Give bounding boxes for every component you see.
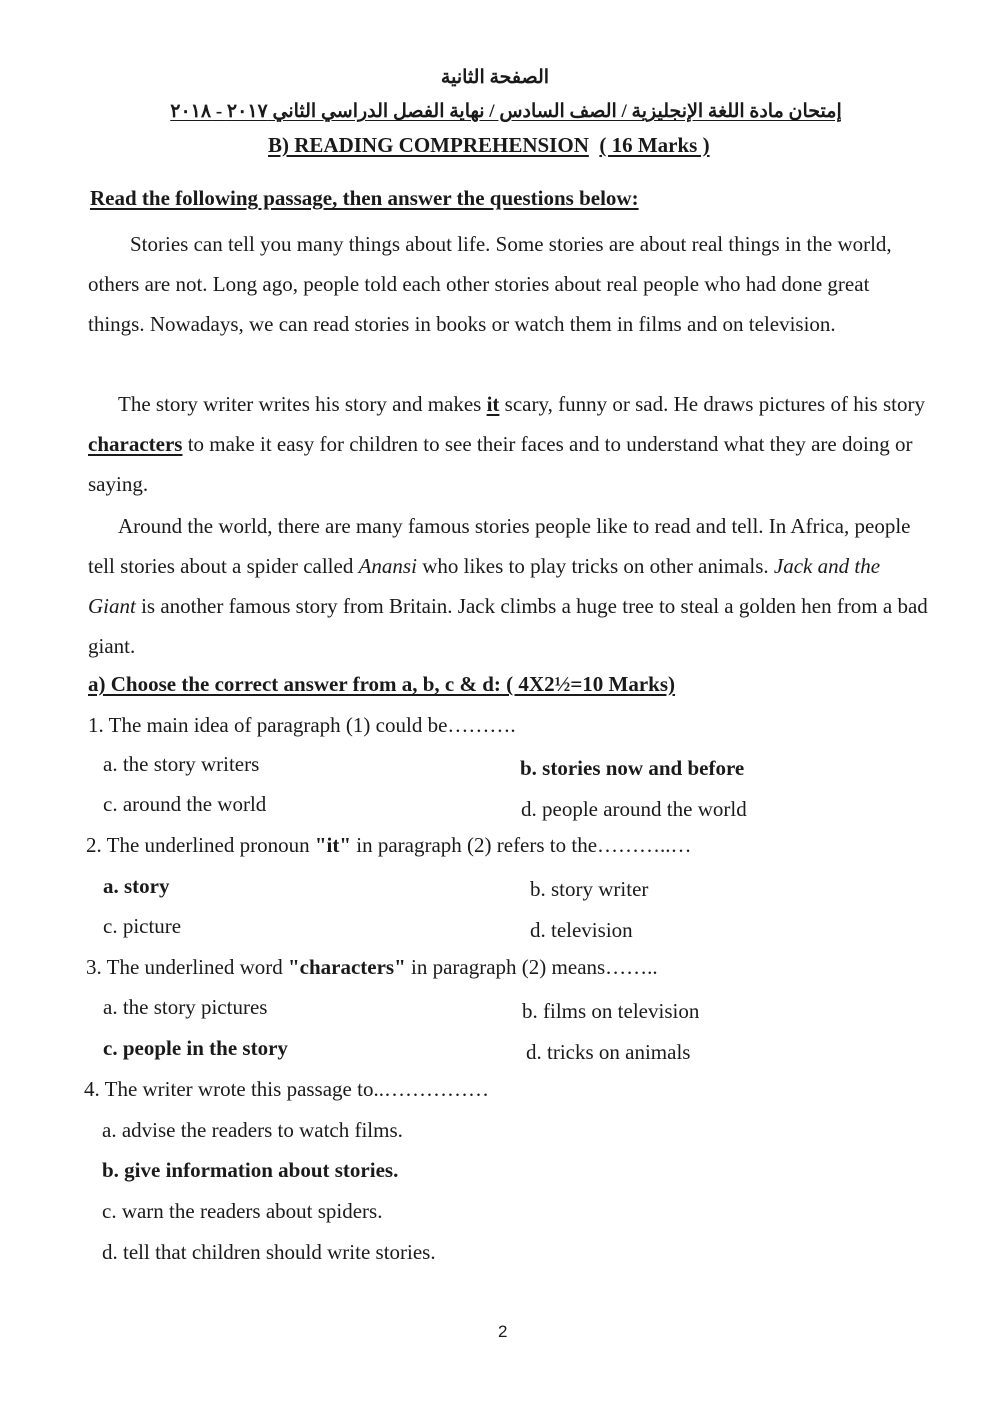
- question-1-stem: 1. The main idea of paragraph (1) could be……….: [88, 713, 516, 737]
- q2-option-d: d. television: [530, 918, 633, 942]
- q2-option-c: c. picture: [103, 914, 182, 938]
- p3-text-b: who likes to play tricks on other animals.: [416, 554, 774, 578]
- anansi-title: Anansi: [358, 554, 417, 578]
- underlined-word-characters: characters: [88, 432, 183, 456]
- q4-option-a: a. advise the readers to watch films.: [102, 1118, 403, 1142]
- exam-title-arabic: إمتحان مادة اللغة الإنجليزية / الصف السادس / نهاية الفصل الدراسي الثاني ٢٠١٧ - ٢٠١٨: [170, 101, 842, 122]
- section-title-text: B) READING COMPREHENSION: [268, 133, 589, 157]
- q2-option-a: a. story: [103, 874, 170, 898]
- q1-option-a: a. the story writers: [103, 752, 260, 776]
- q3-option-d: d. tricks on animals: [526, 1040, 691, 1064]
- page-number: 2: [498, 1322, 508, 1341]
- section-title: [268, 133, 710, 158]
- q2-option-b: b. story writer: [530, 877, 649, 901]
- q3-option-c: c. people in the story: [103, 1036, 288, 1060]
- passage-paragraph-3: [88, 506, 930, 666]
- question-3-stem: [86, 955, 658, 980]
- q2-key: "it": [314, 833, 351, 857]
- q4-option-b: b. give information about stories.: [102, 1158, 399, 1182]
- section-marks: ( 16 Marks ): [599, 133, 710, 157]
- question-4-stem: 4. The writer wrote this passage to..……………: [84, 1077, 489, 1101]
- p2-text-b: scary, funny or sad. He draws pictures of his story: [499, 392, 925, 416]
- q3-stem-a: 3. The underlined word: [86, 955, 288, 979]
- q1-option-b: b. stories now and before: [520, 756, 745, 780]
- q3-option-a: a. the story pictures: [103, 995, 268, 1019]
- q3-key: "characters": [287, 955, 406, 979]
- part-a-title: a) Choose the correct answer from a, b, c & d: ( 4X2½=10 Marks): [88, 672, 676, 696]
- q4-option-d: d. tell that children should write stories.: [102, 1240, 436, 1264]
- q1-option-c: c. around the world: [103, 792, 267, 816]
- q3-option-b: b. films on television: [522, 999, 700, 1023]
- passage-paragraph-2: [88, 384, 930, 504]
- q3-stem-b: in paragraph (2) means……..: [405, 955, 658, 979]
- question-2-stem: [86, 833, 692, 858]
- p3-text-a: Around the world, there are many famous stories people like to read and tell. In Africa, people tell stories about a spider called: [88, 514, 911, 578]
- p2-text-c: to make it easy for children to see their faces and to understand what they are doing or saying.: [88, 432, 913, 496]
- q2-stem-a: 2. The underlined pronoun: [86, 833, 315, 857]
- page-label-arabic: الصفحة الثانية: [440, 67, 550, 88]
- instruction: Read the following passage, then answer the questions below:: [90, 186, 639, 210]
- jack-giant-title: Jack and the Giant: [88, 554, 881, 618]
- p3-text-c: is another famous story from Britain. Jack climbs a huge tree to steal a golden hen from a bad giant.: [88, 594, 928, 658]
- q4-option-c: c. warn the readers about spiders.: [102, 1199, 383, 1223]
- passage-paragraph-1: Stories can tell you many things about life. Some stories are about real things in the world, others are not. Long ago, people told each other stories about real people who had done great things. Nowadays, we can read stories in books or watch them in films and on television.: [88, 232, 892, 336]
- q1-option-d: d. people around the world: [521, 797, 747, 821]
- p2-text-a: The story writer writes his story and makes: [118, 392, 487, 416]
- q2-stem-b: in paragraph (2) refers to the………..…: [350, 833, 692, 857]
- underlined-pronoun-it: it: [486, 392, 500, 416]
